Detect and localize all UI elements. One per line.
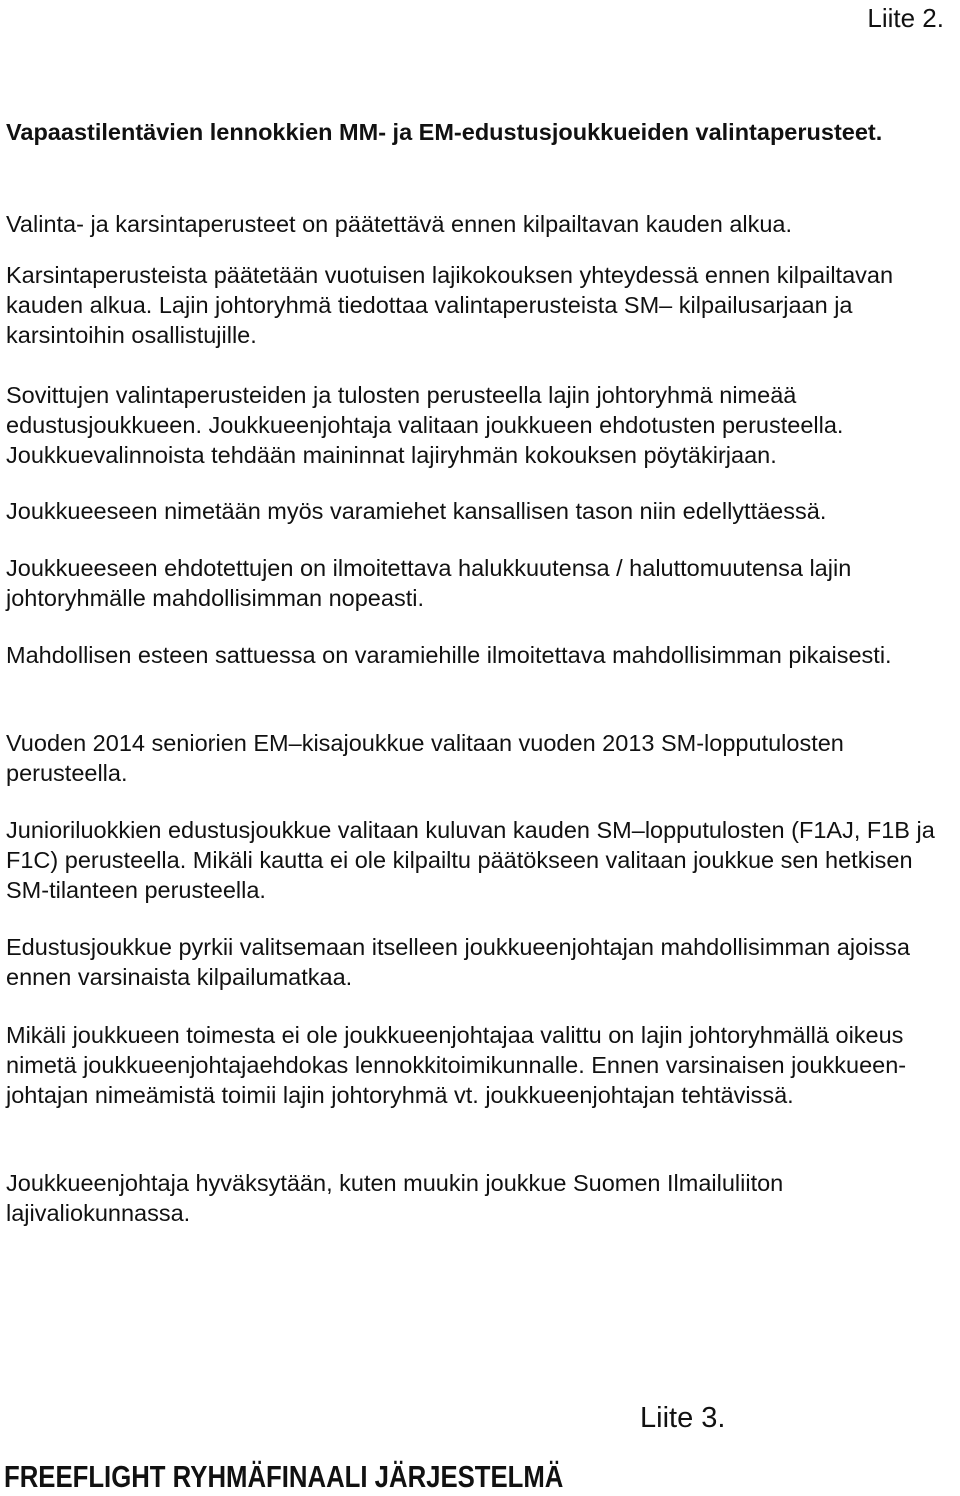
paragraph: Mahdollisen esteen sattuessa on varamiehille ilmoitettava mahdollisimman pikaisesti.: [6, 642, 892, 668]
paragraph: Valinta- ja karsintaperusteet on päätettävä ennen kilpailtavan kauden alkua.: [6, 211, 793, 237]
next-attachment-label: Liite 3.: [640, 1402, 726, 1434]
next-section-title: FREEFLIGHT RYHMÄFINAALI JÄRJESTELMÄ: [4, 1459, 564, 1494]
paragraph: Junioriluokkien edustusjoukkue valitaan kuluvan kauden SM–lopputulosten (F1AJ, F1B ja F1C) perusteella. Mikäli kautta ei ole kilpailtu päätökseen valitaan joukkue sen hetkisen SM-tilanteen perusteella.: [6, 817, 935, 903]
paragraph: Karsintaperusteista päätetään vuotuisen lajikokouksen yhteydessä ennen kilpailtavan kauden alkua. Lajin johtoryhmä tiedottaa valintaperusteista SM– kilpailusarjaan ja karsintoihin osallistujille.: [6, 262, 894, 348]
document-title: Vapaastilentävien lennokkien MM- ja EM-edustusjoukkueiden valintaperusteet.: [6, 119, 883, 145]
paragraph: Edustusjoukkue pyrkii valitsemaan itselleen joukkueenjohtajan mahdollisimman ajoissa ennen varsinaista kilpailumatkaa.: [6, 934, 910, 990]
paragraph: Joukkueeseen ehdotettujen on ilmoitettava halukkuutensa / haluttomuutensa lajin johtoryhmälle mahdollisimman nopeasti.: [6, 555, 852, 611]
paragraph: Sovittujen valintaperusteiden ja tulosten perusteella lajin johtoryhmä nimeää edustusjoukkueen. Joukkueenjohtaja valitaan joukkueen ehdotusten perusteella. Joukkuevalinnoista tehdään maininnat lajiryhmän kokouksen pöytäkirjaan.: [6, 382, 844, 468]
paragraph: Vuoden 2014 seniorien EM–kisajoukkue valitaan vuoden 2013 SM-lopputulosten perusteella.: [6, 730, 844, 786]
paragraph: Mikäli joukkueen toimesta ei ole joukkueenjohtajaa valittu on lajin johtoryhmällä oikeus nimetä joukkueenjohtajaehdokas lennokkitoimikunnalle. Ennen varsinaisen joukkueen- johtajan nimeämistä toimii lajin johtoryhmä vt. joukkueenjohtajan tehtävissä.: [6, 1022, 907, 1108]
paragraph: Joukkueeseen nimetään myös varamiehet kansallisen tason niin edellyttäessä.: [6, 498, 827, 524]
paragraph: Joukkueenjohtaja hyväksytään, kuten muukin joukkue Suomen Ilmailuliiton lajivaliokunnassa.: [6, 1170, 784, 1226]
attachment-label: Liite 2.: [867, 3, 944, 33]
